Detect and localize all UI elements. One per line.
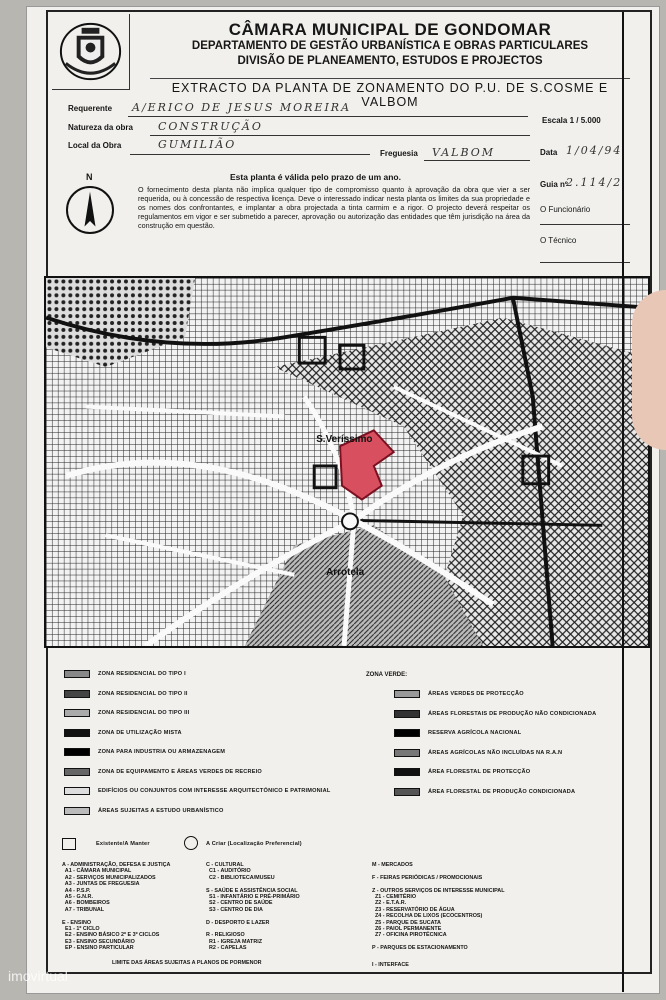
legend-left-item-swatch <box>64 807 90 815</box>
codes-column-3: M - MERCADOS F - FEIRAS PERIÓDICAS / PROMOCIONAIS Z - OUTROS SERVIÇOS DE INTERESSE MUNICIPAL Z1 - CEMITÉRIO Z2 - E.T.A.R. Z3 - RESERVATÓRIO DE ÁGUA Z4 - RECOLHA DE LIXOS (ECOCENTROS) Z5 - PARQUE DE SUCATA Z6 - PAIOL PERMANENTE Z7 - OFICINA PIROTÉCNICA P - PARQUES DE ESTACIONAMENTO <box>372 862 505 952</box>
guia-label: Guia nº <box>540 180 568 189</box>
guia-value: 2.114/2 <box>566 176 623 189</box>
legend-left-item-swatch <box>64 729 90 737</box>
tecnico-label: O Técnico <box>540 236 577 245</box>
north-arrow-icon <box>66 186 114 234</box>
legend-right-item-swatch <box>394 788 420 796</box>
tecnico-line <box>540 262 630 263</box>
watermark: imovirtual <box>8 968 68 984</box>
extract-title: EXTRACTO DA PLANTA DE ZONAMENTO DO P.U. DE S.COSME E VALBOM <box>150 78 630 109</box>
legend-left-item-swatch <box>64 690 90 698</box>
funcionario-label: O Funcionário <box>540 205 591 214</box>
local-line <box>130 154 370 155</box>
to-create-label: A Criar (Localização Preferencial) <box>206 841 302 847</box>
legend-right-item-label: ÁREAS VERDES DE PROTECÇÃO <box>428 691 524 697</box>
freguesia-label: Freguesia <box>380 149 418 158</box>
local-value: GUMILIÃO <box>158 138 237 151</box>
department-title: DEPARTAMENTO DE GESTÃO URBANÍSTICA E OBRAS PARTICULARES <box>191 40 589 52</box>
zoning-map <box>44 276 650 648</box>
data-label: Data <box>540 148 558 157</box>
legend-left-item-label: ZONA PARA INDUSTRIA OU ARMAZENAGEM <box>98 749 226 755</box>
disclaimer-text: O fornecimento desta planta não implica qualquer tipo de compromisso quanto à aprovação da obra que vier a ser requerida, ou à concessão de respectiva licença. Deve o interessado indicar nesta planta os limites da sua propriedade e os nomes dos confrontantes, e implantar a obra projectada a tinta carmim e a rigor. O projecto deverá respeitar os regulamentos em vigor e ser submetido a parecer, aprovação ou autorização das entidades que têm jurisdição na área da construção em questão. <box>138 185 530 230</box>
funcionario-line <box>540 224 630 225</box>
legend-left-item-label: ZONA RESIDENCIAL DO TIPO II <box>98 690 188 697</box>
legend-left-item-label: ZONA DE EQUIPAMENTO E ÁREAS VERDES DE RECREIO <box>98 768 262 775</box>
codes-column-2: C - CULTURAL C1 - AUDITÓRIO C2 - BIBLIOTECA/MUSEU S - SAÚDE E ASSISTÊNCIA SOCIAL S1 - INFANTÁRIO E PRÉ-PRIMÁRIO S2 - CENTRO DE SAÚDE S3 - CENTRO DE DIA D - DESPORTO E LAZER R - RELIGIOSO R1 - IGREJA MATRIZ R2 - CAPELAS <box>206 862 300 952</box>
local-label: Local da Obra <box>68 141 122 150</box>
legend-left-item-swatch <box>64 768 90 776</box>
legend-right-item-swatch <box>394 710 420 718</box>
fold-line <box>622 12 624 992</box>
legend-left-item-label: EDIFÍCIOS OU CONJUNTOS COM INTERESSE ARQUITECTÓNICO E PATRIMONIAL <box>98 788 331 794</box>
legend-left-item-swatch <box>64 748 90 756</box>
legend-left-item-swatch <box>64 670 90 678</box>
legend-right-item-swatch <box>394 749 420 757</box>
legend-right-item-label: ÁREA FLORESTAL DE PROTECÇÃO <box>428 769 531 775</box>
council-title: CÂMARA MUNICIPAL DE GONDOMAR <box>228 20 552 39</box>
scale-label: Escala 1 / 5.000 <box>542 116 601 125</box>
existing-symbol-icon <box>62 838 76 850</box>
data-value: 1/04/94 <box>566 144 623 157</box>
legend-right-item-swatch <box>394 768 420 776</box>
legend-right-item-swatch <box>394 729 420 737</box>
interface-label: I - INTERFACE <box>372 962 409 968</box>
legend-right-item-label: ÁREAS AGRÍCOLAS NÃO INCLUÍDAS NA R.A.N <box>428 749 563 756</box>
to-create-symbol-icon <box>184 836 198 850</box>
natureza-value: CONSTRUÇÃO <box>158 120 263 133</box>
existing-label: Existente/A Manter <box>96 841 150 847</box>
thumb <box>632 290 666 450</box>
freguesia-line <box>424 160 530 161</box>
municipal-crest-logo <box>52 14 130 90</box>
legend-right-item-label: RESERVA AGRÍCOLA NACIONAL <box>428 730 522 736</box>
legend-right-item-label: ÁREAS FLORESTAIS DE PRODUÇÃO NÃO CONDICIONADA <box>428 710 597 717</box>
legend-right-item-swatch <box>394 690 420 698</box>
legend-left-item-label: ZONA RESIDENCIAL DO TIPO III <box>98 710 190 716</box>
legend-right-title: ZONA VERDE: <box>366 672 408 678</box>
natureza-label: Natureza da obra <box>68 123 133 132</box>
pormenor-limit-label: LIMITE DAS ÁREAS SUJEITAS A PLANOS DE PORMENOR <box>112 960 262 966</box>
map-label-verissimo: S.Veríssimo <box>316 434 373 446</box>
north-label: N <box>86 172 93 182</box>
legend-left-item-label: ZONA DE UTILIZAÇÃO MISTA <box>98 729 182 736</box>
legend-left-item-swatch <box>64 787 90 795</box>
freguesia-value: VALBOM <box>432 146 496 159</box>
map-label-arrotela: Arrotela <box>326 566 365 578</box>
legend-right-item-label: ÁREA FLORESTAL DE PRODUÇÃO CONDICIONADA <box>428 788 576 795</box>
division-title: DIVISÃO DE PLANEAMENTO, ESTUDOS E PROJECTOS <box>237 55 543 67</box>
requerente-line <box>128 116 528 117</box>
legend-left-item-label: ÁREAS SUJEITAS A ESTUDO URBANÍSTICO <box>98 807 224 814</box>
validity-notice: Esta planta é válida pelo prazo de um ano. <box>230 172 401 182</box>
requerente-label: Requerente <box>68 104 113 113</box>
natureza-line <box>150 135 530 136</box>
legend-left-item-label: ZONA RESIDENCIAL DO TIPO I <box>98 671 186 677</box>
codes-column-1: A - ADMINISTRAÇÃO, DEFESA E JUSTIÇA A1 - CÂMARA MUNICIPAL A2 - SERVIÇOS MUNICIPALIZADOS A3 - JUNTAS DE FREGUESIA A4 - P.S.P. A5 - G.N.R. A6 - BOMBEIROS A7 - TRIBUNAL E - ENSINO E1 - 1º CICLO E2 - ENSINO BÁSICO 2º E 3º CICLOS E3 - ENSINO SECUNDÁRIO EP - ENSINO PARTICULAR <box>62 862 171 952</box>
legend-left-item-swatch <box>64 709 90 717</box>
requerente-value: A/ERICO DE JESUS MOREIRA <box>132 101 352 114</box>
